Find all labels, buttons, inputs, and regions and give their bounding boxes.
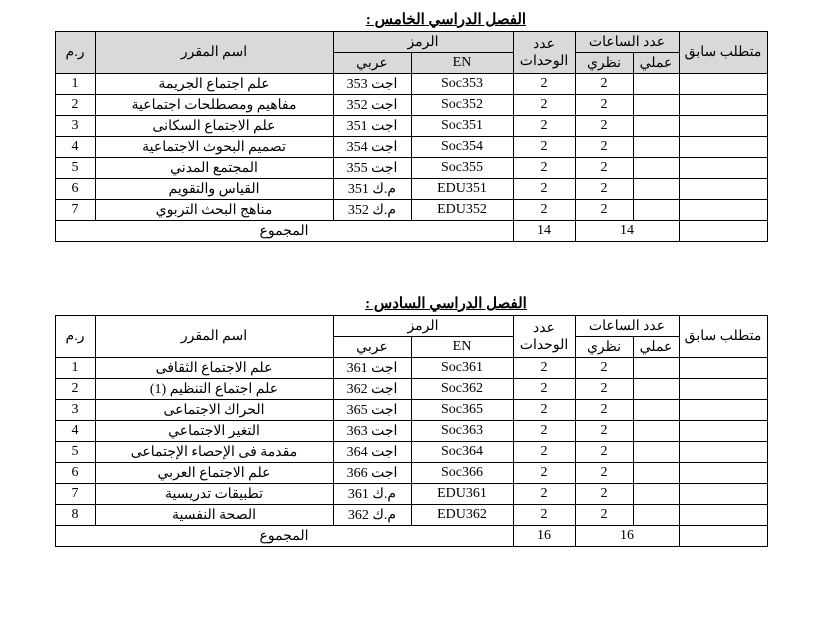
cell-prereq <box>679 200 767 221</box>
cell-units: 2 <box>513 158 575 179</box>
header-code-group: الرمز <box>333 316 513 337</box>
semester-six-table <box>55 315 768 547</box>
table-row <box>55 95 767 116</box>
cell-course-name: تطبيقات تدريسية <box>95 484 333 505</box>
section-spacer <box>0 242 822 294</box>
cell-course-name: علم الاجتماع العربي <box>95 463 333 484</box>
header-course-name: اسم المقرر <box>95 32 333 74</box>
cell-theoretical: 2 <box>575 358 633 379</box>
total-units: 16 <box>513 526 575 547</box>
cell-prereq <box>679 379 767 400</box>
cell-units: 2 <box>513 116 575 137</box>
cell-theoretical: 2 <box>575 179 633 200</box>
cell-code-ar: م.ك 362 <box>333 505 411 526</box>
cell-course-name: المجتمع المدني <box>95 158 333 179</box>
cell-prereq <box>679 74 767 95</box>
header-practical: عملي <box>633 337 679 358</box>
cell-course-name: علم اجتماع التنظيم (1) <box>95 379 333 400</box>
cell-prereq <box>679 442 767 463</box>
cell-theoretical: 2 <box>575 379 633 400</box>
cell-practical <box>633 505 679 526</box>
cell-theoretical: 2 <box>575 200 633 221</box>
header-code-en: EN <box>411 53 513 74</box>
total-label: المجموع <box>55 526 513 547</box>
table-total-row <box>55 526 767 547</box>
total-units: 14 <box>513 221 575 242</box>
cell-units: 2 <box>513 200 575 221</box>
header-theoretical: نظري <box>575 53 633 74</box>
semester-six-title: الفصل الدراسي السادس : <box>365 296 527 312</box>
cell-practical <box>633 158 679 179</box>
cell-code-en: Soc351 <box>411 116 513 137</box>
cell-units: 2 <box>513 74 575 95</box>
semester-five-title: الفصل الدراسي الخامس : <box>365 12 527 28</box>
cell-no: 4 <box>55 421 95 442</box>
cell-units: 2 <box>513 379 575 400</box>
cell-theoretical: 2 <box>575 505 633 526</box>
header-theoretical: نظري <box>575 337 633 358</box>
cell-code-ar: اجت 363 <box>333 421 411 442</box>
cell-units: 2 <box>513 95 575 116</box>
cell-prereq <box>679 358 767 379</box>
cell-code-ar: اجت 354 <box>333 137 411 158</box>
cell-no: 8 <box>55 505 95 526</box>
cell-no: 3 <box>55 400 95 421</box>
cell-no: 2 <box>55 379 95 400</box>
cell-practical <box>633 442 679 463</box>
cell-course-name: علم الاجتماع الثقافى <box>95 358 333 379</box>
cell-course-name: علم اجتماع الجريمة <box>95 74 333 95</box>
cell-no: 5 <box>55 442 95 463</box>
cell-theoretical: 2 <box>575 421 633 442</box>
cell-code-en: EDU352 <box>411 200 513 221</box>
cell-units: 2 <box>513 442 575 463</box>
table-row <box>55 358 767 379</box>
table-header-row <box>55 32 767 53</box>
cell-course-name: علم الاجتماع السكانى <box>95 116 333 137</box>
cell-code-en: Soc364 <box>411 442 513 463</box>
table-row <box>55 442 767 463</box>
cell-code-ar: اجت 361 <box>333 358 411 379</box>
cell-practical <box>633 179 679 200</box>
cell-code-ar: اجت 365 <box>333 400 411 421</box>
cell-units: 2 <box>513 463 575 484</box>
cell-theoretical: 2 <box>575 137 633 158</box>
header-prereq: متطلب سابق <box>679 316 767 358</box>
semester-five-section <box>0 10 822 242</box>
table-row <box>55 484 767 505</box>
cell-code-ar: اجت 355 <box>333 158 411 179</box>
cell-code-ar: اجت 364 <box>333 442 411 463</box>
cell-code-ar: اجت 362 <box>333 379 411 400</box>
cell-code-ar: اجت 351 <box>333 116 411 137</box>
cell-prereq <box>679 158 767 179</box>
cell-code-en: Soc366 <box>411 463 513 484</box>
cell-code-ar: م.ك 352 <box>333 200 411 221</box>
cell-code-ar: اجت 353 <box>333 74 411 95</box>
header-units: عدد الوحدات <box>513 316 575 358</box>
header-no: ر.م <box>55 32 95 74</box>
cell-code-en: Soc353 <box>411 74 513 95</box>
cell-practical <box>633 95 679 116</box>
cell-no: 1 <box>55 358 95 379</box>
cell-code-en: Soc352 <box>411 95 513 116</box>
cell-theoretical: 2 <box>575 116 633 137</box>
cell-course-name: التغير الاجتماعي <box>95 421 333 442</box>
cell-no: 7 <box>55 200 95 221</box>
cell-code-ar: م.ك 351 <box>333 179 411 200</box>
cell-practical <box>633 463 679 484</box>
table-row <box>55 116 767 137</box>
cell-code-en: Soc362 <box>411 379 513 400</box>
cell-practical <box>633 137 679 158</box>
cell-units: 2 <box>513 400 575 421</box>
cell-course-name: القياس والتقويم <box>95 179 333 200</box>
cell-code-ar: اجت 352 <box>333 95 411 116</box>
cell-code-en: EDU351 <box>411 179 513 200</box>
cell-course-name: تصميم البحوث الاجتماعية <box>95 137 333 158</box>
total-hours: 14 <box>575 221 679 242</box>
cell-practical <box>633 421 679 442</box>
total-prereq <box>679 526 767 547</box>
table-row <box>55 421 767 442</box>
cell-code-ar: م.ك 361 <box>333 484 411 505</box>
cell-theoretical: 2 <box>575 74 633 95</box>
header-code-ar: عربي <box>333 53 411 74</box>
cell-units: 2 <box>513 179 575 200</box>
cell-code-en: EDU362 <box>411 505 513 526</box>
header-units: عدد الوحدات <box>513 32 575 74</box>
cell-prereq <box>679 463 767 484</box>
cell-theoretical: 2 <box>575 442 633 463</box>
header-code-group: الرمز <box>333 32 513 53</box>
header-code-ar: عربي <box>333 337 411 358</box>
cell-no: 7 <box>55 484 95 505</box>
cell-no: 5 <box>55 158 95 179</box>
cell-practical <box>633 200 679 221</box>
table-row <box>55 400 767 421</box>
cell-units: 2 <box>513 484 575 505</box>
header-hours-group: عدد الساعات <box>575 316 679 337</box>
cell-theoretical: 2 <box>575 463 633 484</box>
cell-no: 4 <box>55 137 95 158</box>
cell-prereq <box>679 95 767 116</box>
cell-practical <box>633 116 679 137</box>
cell-prereq <box>679 179 767 200</box>
cell-no: 6 <box>55 179 95 200</box>
header-prereq: متطلب سابق <box>679 32 767 74</box>
cell-theoretical: 2 <box>575 95 633 116</box>
cell-prereq <box>679 116 767 137</box>
cell-no: 1 <box>55 74 95 95</box>
cell-course-name: مناهج البحث التربوي <box>95 200 333 221</box>
cell-code-en: Soc354 <box>411 137 513 158</box>
cell-code-en: EDU361 <box>411 484 513 505</box>
cell-prereq <box>679 484 767 505</box>
cell-units: 2 <box>513 421 575 442</box>
total-prereq <box>679 221 767 242</box>
table-row <box>55 379 767 400</box>
cell-practical <box>633 484 679 505</box>
cell-practical <box>633 358 679 379</box>
header-no: ر.م <box>55 316 95 358</box>
cell-prereq <box>679 505 767 526</box>
semester-five-title-wrap <box>0 10 822 31</box>
table-row <box>55 74 767 95</box>
header-course-name: اسم المقرر <box>95 316 333 358</box>
cell-prereq <box>679 400 767 421</box>
cell-no: 3 <box>55 116 95 137</box>
cell-code-en: Soc361 <box>411 358 513 379</box>
cell-units: 2 <box>513 505 575 526</box>
cell-course-name: مقدمة فى الإحصاء الإجتماعى <box>95 442 333 463</box>
semester-six-section <box>0 294 822 547</box>
cell-theoretical: 2 <box>575 158 633 179</box>
cell-theoretical: 2 <box>575 400 633 421</box>
cell-no: 2 <box>55 95 95 116</box>
cell-practical <box>633 400 679 421</box>
cell-units: 2 <box>513 358 575 379</box>
table-total-row <box>55 221 767 242</box>
cell-code-en: Soc363 <box>411 421 513 442</box>
cell-theoretical: 2 <box>575 484 633 505</box>
cell-units: 2 <box>513 137 575 158</box>
table-row <box>55 158 767 179</box>
header-hours-group: عدد الساعات <box>575 32 679 53</box>
table-row <box>55 200 767 221</box>
cell-course-name: الحراك الاجتماعى <box>95 400 333 421</box>
cell-no: 6 <box>55 463 95 484</box>
table-row <box>55 505 767 526</box>
table-row <box>55 179 767 200</box>
total-label: المجموع <box>55 221 513 242</box>
table-row <box>55 463 767 484</box>
table-header-row <box>55 316 767 337</box>
semester-five-table <box>55 31 768 242</box>
header-code-en: EN <box>411 337 513 358</box>
cell-code-ar: اجت 366 <box>333 463 411 484</box>
header-practical: عملي <box>633 53 679 74</box>
table-row <box>55 137 767 158</box>
semester-six-title-wrap <box>0 294 822 315</box>
cell-course-name: الصحة النفسية <box>95 505 333 526</box>
cell-practical <box>633 379 679 400</box>
cell-prereq <box>679 137 767 158</box>
cell-code-en: Soc365 <box>411 400 513 421</box>
cell-course-name: مفاهيم ومصطلحات اجتماعية <box>95 95 333 116</box>
total-hours: 16 <box>575 526 679 547</box>
cell-practical <box>633 74 679 95</box>
cell-code-en: Soc355 <box>411 158 513 179</box>
cell-prereq <box>679 421 767 442</box>
